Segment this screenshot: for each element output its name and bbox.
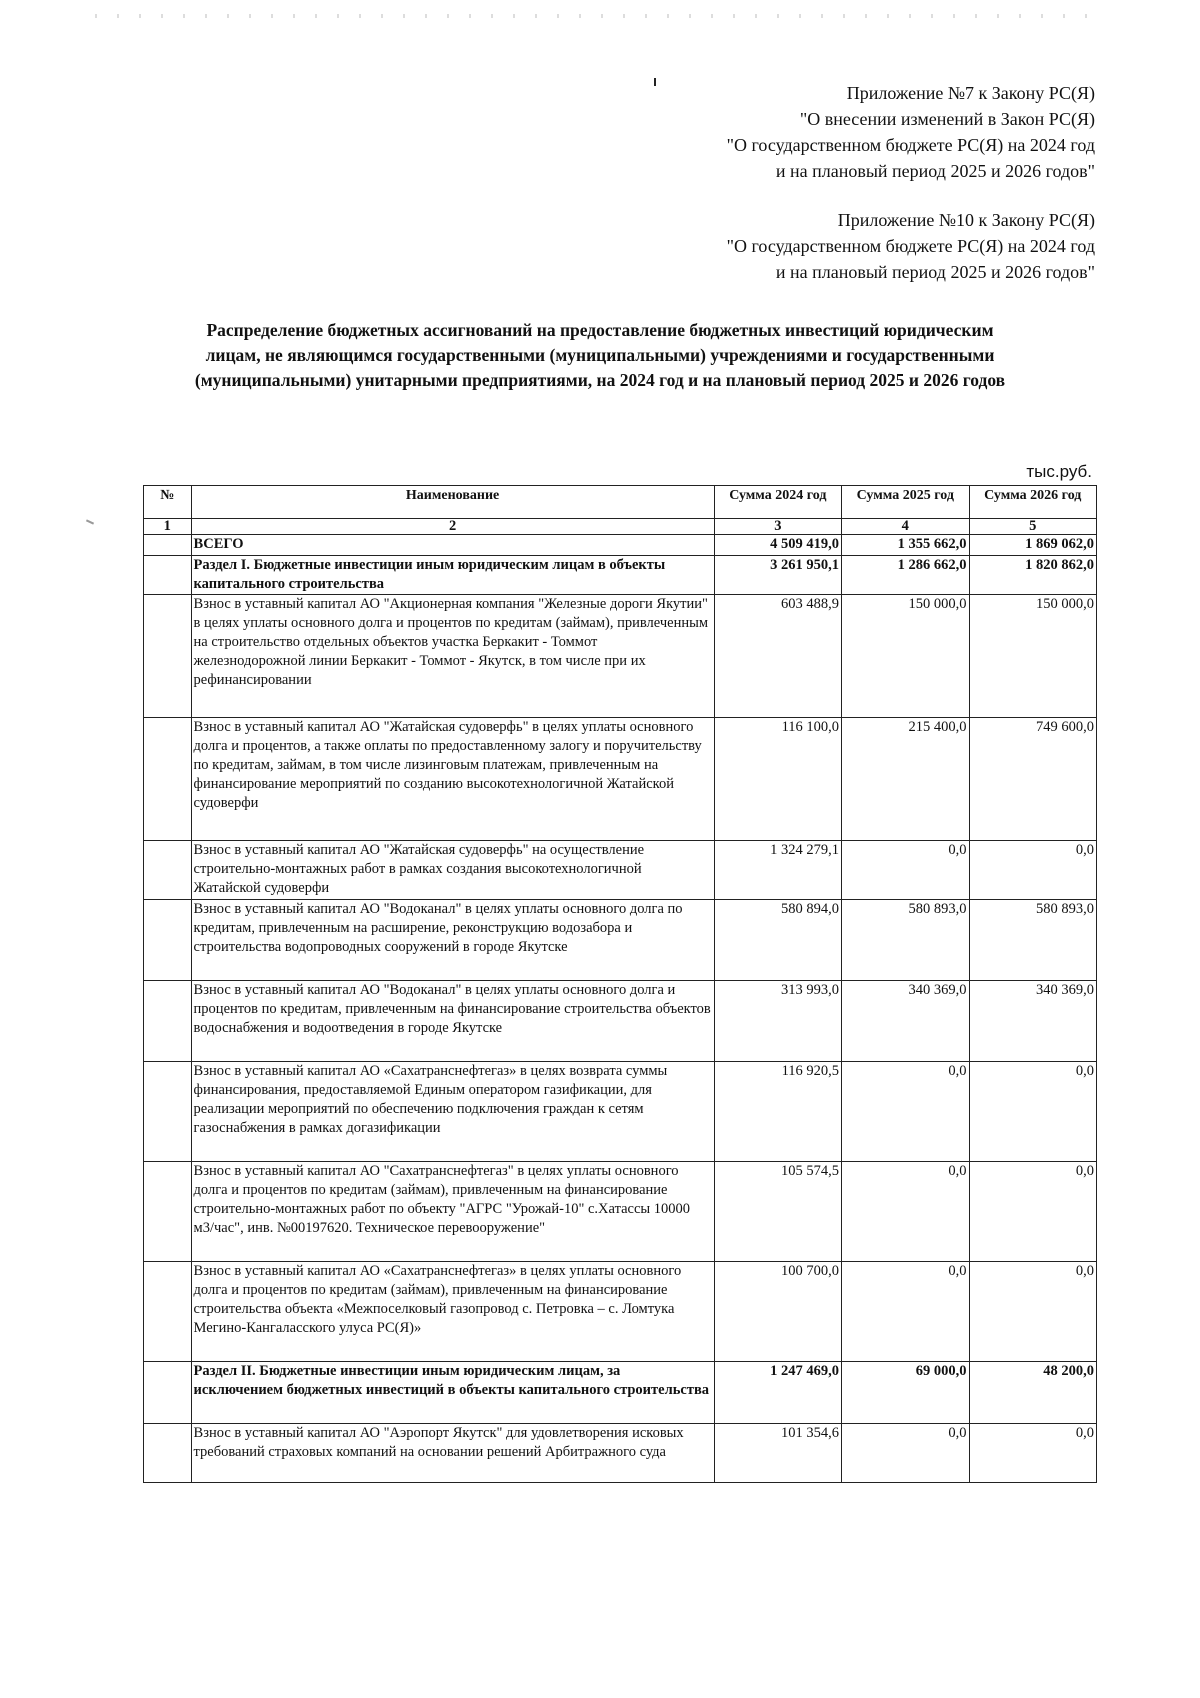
row-name-cell: Раздел I. Бюджетные инвестиции иным юридическим лицам в объекты капитального строительства <box>191 556 714 595</box>
amount-2024-cell: 4 509 419,0 <box>714 535 841 556</box>
header-line: Приложение №7 к Закону РС(Я) <box>846 83 1095 103</box>
column-header-2026: Сумма 2026 год <box>969 486 1096 519</box>
amount-2025-cell: 0,0 <box>842 1424 969 1483</box>
table-body <box>144 535 1097 1483</box>
row-name-cell: Взнос в уставный капитал АО "Аэропорт Якутск" для удовлетворения исковых требований страховых компаний на основании решений Арбитражного суда <box>191 1424 714 1483</box>
amount-2024-cell: 603 488,9 <box>714 595 841 718</box>
amount-2024-cell: 1 324 279,1 <box>714 841 841 900</box>
row-name-cell: Взнос в уставный капитал АО «Сахатранснефтегаз» в целях уплаты основного долга и процентов по кредитам (займам), привлеченным на финансирование строительства объекта «Межпоселковый газопровод с. Петровка – с. Ломтука Мегино-Кангаласского улуса РС(Я)» <box>191 1262 714 1362</box>
row-number-cell <box>144 1062 192 1162</box>
row-name-cell: Раздел II. Бюджетные инвестиции иным юридическим лицам, за исключением бюджетных инвестиций в объекты капитального строительства <box>191 1362 714 1424</box>
row-name-cell: Взнос в уставный капитал АО "Жатайская судоверфь" в целях уплаты основного долга и процентов, а также оплаты по предоставленному залогу и поручительству по кредитам, займам, в том числе лизинговым платежам, привлеченным на финансирование мероприятий по созданию высокотехнологичной Жатайской судоверфи <box>191 718 714 841</box>
header-line: и на плановый период 2025 и 2026 годов" <box>775 161 1095 181</box>
table-row <box>144 1062 1097 1162</box>
row-name-cell: ВСЕГО <box>191 535 714 556</box>
header-line: "О внесении изменений в Закон РС(Я) <box>799 109 1095 129</box>
appendix-10-header <box>727 207 1095 285</box>
amount-2026-cell: 580 893,0 <box>969 900 1096 981</box>
row-name-cell: Взнос в уставный капитал АО "Акционерная компания "Железные дороги Якутии" в целях уплаты основного долга и процентов по кредитам (займам), привлеченным на строительство отдельных объектов участка Беркакит - Томмот железнодорожной линии Беркакит - Томмот - Якутск, в том числе при их рефинансировании <box>191 595 714 718</box>
amount-2024-cell: 116 920,5 <box>714 1062 841 1162</box>
column-header-number: № <box>144 486 192 519</box>
amount-2024-cell: 580 894,0 <box>714 900 841 981</box>
amount-2026-cell: 1 869 062,0 <box>969 535 1096 556</box>
amount-2025-cell: 150 000,0 <box>842 595 969 718</box>
amount-2025-cell: 69 000,0 <box>842 1362 969 1424</box>
column-index: 1 <box>144 519 192 535</box>
amount-2026-cell: 150 000,0 <box>969 595 1096 718</box>
header-line: и на плановый период 2025 и 2026 годов" <box>775 262 1095 282</box>
table-row <box>144 595 1097 718</box>
scan-artifact-dots <box>95 14 1105 18</box>
column-index: 5 <box>969 519 1096 535</box>
amount-2025-cell: 1 286 662,0 <box>842 556 969 595</box>
title-line: лицам, не являющимся государственными (муниципальными) учреждениями и государственными <box>205 345 995 365</box>
table-row <box>144 556 1097 595</box>
table-row <box>144 1362 1097 1424</box>
table-row <box>144 1424 1097 1483</box>
row-number-cell <box>144 900 192 981</box>
table-row <box>144 900 1097 981</box>
header-line: "О государственном бюджете РС(Я) на 2024 год <box>726 236 1095 256</box>
budget-table <box>143 485 1097 1483</box>
column-index: 2 <box>191 519 714 535</box>
document-title <box>130 318 1070 393</box>
amount-2026-cell: 0,0 <box>969 1162 1096 1262</box>
amount-2026-cell: 1 820 862,0 <box>969 556 1096 595</box>
amount-2024-cell: 100 700,0 <box>714 1262 841 1362</box>
amount-2024-cell: 3 261 950,1 <box>714 556 841 595</box>
table-row <box>144 1262 1097 1362</box>
row-name-cell: Взнос в уставный капитал АО "Жатайская судоверфь" на осуществление строительно-монтажных работ в рамках создания высокотехнологичной Жатайской судоверфи <box>191 841 714 900</box>
amount-2026-cell: 749 600,0 <box>969 718 1096 841</box>
header-line: Приложение №10 к Закону РС(Я) <box>837 210 1095 230</box>
amount-2026-cell: 48 200,0 <box>969 1362 1096 1424</box>
table-row <box>144 981 1097 1062</box>
amount-2025-cell: 340 369,0 <box>842 981 969 1062</box>
row-number-cell <box>144 841 192 900</box>
row-number-cell <box>144 1362 192 1424</box>
row-number-cell <box>144 535 192 556</box>
table-row <box>144 718 1097 841</box>
amount-2025-cell: 215 400,0 <box>842 718 969 841</box>
table-row <box>144 841 1097 900</box>
column-index: 4 <box>842 519 969 535</box>
amount-2025-cell: 0,0 <box>842 1262 969 1362</box>
amount-2024-cell: 313 993,0 <box>714 981 841 1062</box>
column-header-2024: Сумма 2024 год <box>714 486 841 519</box>
row-number-cell <box>144 595 192 718</box>
amount-2025-cell: 1 355 662,0 <box>842 535 969 556</box>
row-name-cell: Взнос в уставный капитал АО "Водоканал" в целях уплаты основного долга и процентов по кредитам, привлеченным на финансирование строительства объектов водоснабжения и водоотведения в городе Якутске <box>191 981 714 1062</box>
title-line: Распределение бюджетных ассигнований на предоставление бюджетных инвестиций юридическим <box>206 320 994 340</box>
amount-2024-cell: 1 247 469,0 <box>714 1362 841 1424</box>
table-row <box>144 535 1097 556</box>
amount-2024-cell: 105 574,5 <box>714 1162 841 1262</box>
amount-2024-cell: 116 100,0 <box>714 718 841 841</box>
row-name-cell: Взнос в уставный капитал АО "Сахатранснефтегаз" в целях уплаты основного долга и процентов по кредитам (займам), привлеченным на финансирование строительно-монтажных работ по объекту "АГРС "Урожай-10" с.Хатассы 10000 м3/час", инв. №00197620. Техническое перевооружение" <box>191 1162 714 1262</box>
amount-2024-cell: 101 354,6 <box>714 1424 841 1483</box>
amount-2025-cell: 580 893,0 <box>842 900 969 981</box>
appendix-7-header <box>727 80 1095 184</box>
amount-2025-cell: 0,0 <box>842 1162 969 1262</box>
table-row <box>144 1162 1097 1262</box>
row-number-cell <box>144 1262 192 1362</box>
row-number-cell <box>144 1424 192 1483</box>
row-name-cell: Взнос в уставный капитал АО «Сахатранснефтегаз» в целях возврата суммы финансирования, предоставляемой Единым оператором газификации, для реализации мероприятий по обеспечению подключения граждан к сетям газоснабжения в рамках догазификации <box>191 1062 714 1162</box>
amount-2025-cell: 0,0 <box>842 841 969 900</box>
table-header-row <box>144 486 1097 519</box>
amount-2026-cell: 0,0 <box>969 1062 1096 1162</box>
title-line: (муниципальными) унитарными предприятиями, на 2024 год и на плановый период 2025 и 2026 годов <box>194 370 1006 390</box>
amount-2026-cell: 340 369,0 <box>969 981 1096 1062</box>
row-number-cell <box>144 718 192 841</box>
column-header-2025: Сумма 2025 год <box>842 486 969 519</box>
row-name-cell: Взнос в уставный капитал АО "Водоканал" в целях уплаты основного долга по кредитам, привлеченным на расширение, реконструкцию водозабора и строительства водопроводных сооружений в городе Якутске <box>191 900 714 981</box>
amount-2026-cell: 0,0 <box>969 841 1096 900</box>
column-index-row <box>144 519 1097 535</box>
scan-mark-2 <box>86 519 94 524</box>
amount-2026-cell: 0,0 <box>969 1262 1096 1362</box>
column-header-name: Наименование <box>191 486 714 519</box>
row-number-cell <box>144 556 192 595</box>
scan-mark <box>654 78 656 86</box>
column-index: 3 <box>714 519 841 535</box>
header-line: "О государственном бюджете РС(Я) на 2024 год <box>726 135 1095 155</box>
units-label: тыс.руб. <box>1026 462 1092 481</box>
amount-2026-cell: 0,0 <box>969 1424 1096 1483</box>
amount-2025-cell: 0,0 <box>842 1062 969 1162</box>
row-number-cell <box>144 1162 192 1262</box>
row-number-cell <box>144 981 192 1062</box>
